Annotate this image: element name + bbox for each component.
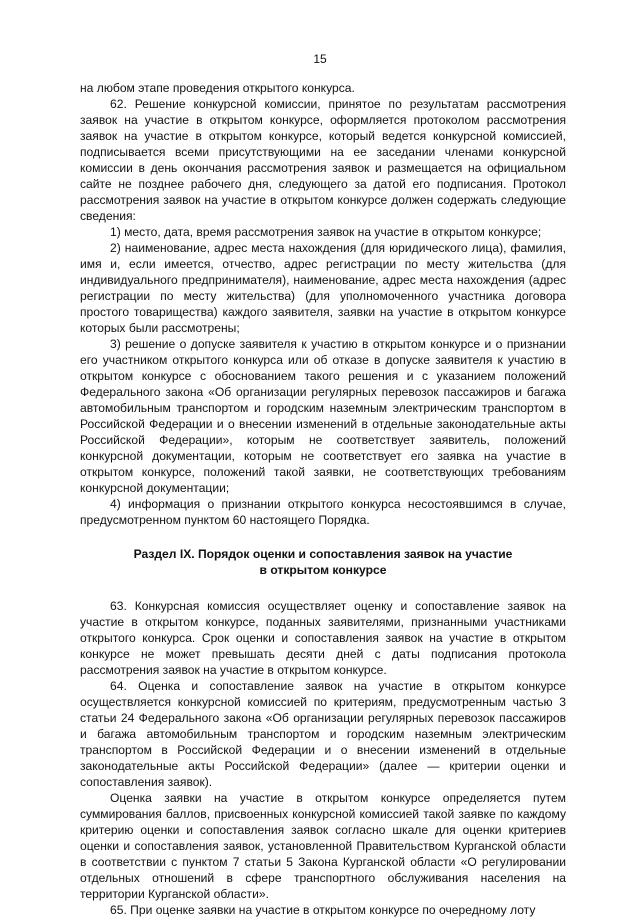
section-heading (80, 546, 566, 578)
list-item-4: 4) информация о признании открытого конкурса несостоявшимся в случае, предусмотренном пунктом 60 настоящего Порядка. (80, 497, 566, 527)
list-item-2: 2) наименование, адрес места нахождения (для юридического лица), фамилия, имя и, если имеется, отчество, адрес регистрации по месту жительства (для индивидуального предпринимателя), наименование, адрес места нахождения (адрес регистрации по месту жительства) (для уполномоченного участника договора простого товарищества) каждого заявителя, заявки на участие в открытом конкурсе которых были рассмотрены; (80, 241, 566, 335)
page-number: 15 (313, 52, 327, 66)
paragraph-62: 62. Решение конкурсной комиссии, принятое по результатам рассмотрения заявок на участие в открытом конкурсе, оформляется протоколом рассмотрения заявок на участие в открытом конкурсе, который ведется конкурсной комиссией, подписывается всеми присутствующими на ее заседании членами конкурсной комиссии в день окончания рассмотрения заявок и размещается на официальном сайте не позднее рабочего дня, следующего за датой его подписания. Протокол рассмотрения заявок на участие в открытом конкурсе должен содержать следующие сведения: (80, 97, 566, 223)
paragraph-64-scoring: Оценка заявки на участие в открытом конкурсе определяется путем суммирования баллов, присвоенных конкурсной комиссией такой заявке по каждому критерию оценки и сопоставления заявок согласно шкале для оценки критериев оценки и сопоставления заявок, установленной Правительством Курганской области в соответствии с пунктом 7 статьи 5 Закона Курганской области «О регулировании отдельных отношений в сфере транспортного обслуживания населения на территории Курганской области». (80, 791, 566, 901)
section-heading-line-1: Раздел IX. Порядок оценки и сопоставления заявок на участие (133, 547, 513, 561)
paragraph-65: 65. При оценке заявки на участие в открытом конкурсе по очередному лоту (110, 903, 536, 917)
section-heading-line-2: в открытом конкурсе (259, 563, 387, 577)
paragraph-63: 63. Конкурсная комиссия осуществляет оценку и сопоставление заявок на участие в открытом конкурсе, поданных заявителями, признанными участниками открытого конкурса. Срок оценки и сопоставления заявок на участие в открытом конкурсе не может превышать десяти дней с даты подписания протокола рассмотрения заявок на участие в открытом конкурсе. (80, 599, 566, 677)
paragraph: на любом этапе проведения открытого конкурса. (80, 81, 355, 95)
document-body (80, 80, 566, 918)
list-item-1: 1) место, дата, время рассмотрения заявок на участие в открытом конкурсе; (110, 225, 542, 239)
paragraph-64: 64. Оценка и сопоставление заявок на участие в открытом конкурсе осуществляется конкурсной комиссией по критериям, предусмотренным частью 3 статьи 24 Федерального закона «Об организации регулярных перевозок пассажиров и багажа автомобильным транспортом и городским наземным электрическим транспортом в Российской Федерации и о внесении изменений в отдельные законодательные акты Российской Федерации» (далее — критерии оценки и сопоставления заявок). (80, 679, 566, 789)
list-item-3: 3) решение о допуске заявителя к участию в открытом конкурсе и о признании его участником открытого конкурса или об отказе в допуске заявителя к участию в открытом конкурсе с обоснованием такого решения и с указанием положений Федерального закона «Об организации регулярных перевозок пассажиров и багажа автомобильным транспортом и городским наземным электрическим транспортом в Российской Федерации и о внесении изменений в отдельные законодательные акты Российской Федерации», которым не соответствует заявитель, положений конкурсной документации, которым не соответствует его заявка на участие в открытом конкурсе, положений такой заявки, не соответствующих требованиям конкурсной документации; (80, 337, 566, 495)
